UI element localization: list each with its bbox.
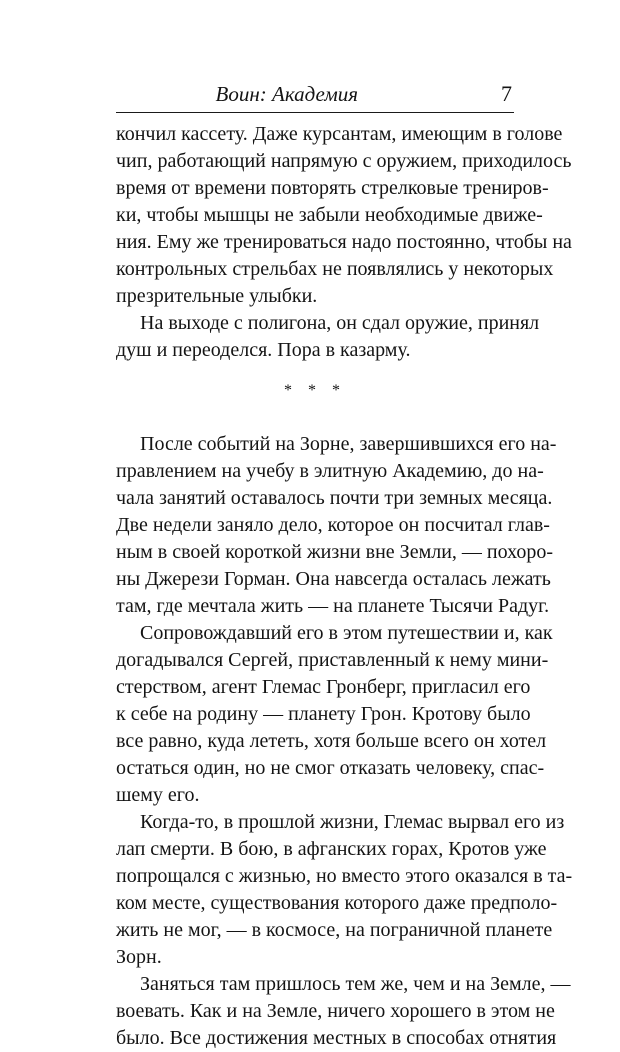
text-line: ным в своей короткой жизни вне Земли, — похоро- [116,541,554,563]
text-line: душ и переоделся. Пора в казарму. [116,339,411,361]
running-header [116,76,514,113]
text-line: ком месте, существования которого даже предполо- [116,892,558,914]
text-line: презрительные улыбки. [116,285,318,307]
page-number: 7 [501,81,512,106]
text-line: шему его. [116,784,200,806]
text-line: жить не мог, — в космосе, на пограничной планете [116,919,553,941]
section-gap [116,418,514,431]
text-line: После событий на Зорне, завершившихся его на- [140,433,557,455]
text-line: Когда-то, в прошлой жизни, Глемас вырвал его из [140,811,565,833]
text-line: было. Все достижения местных в способах отнятия [116,1027,557,1049]
text-line: правлением на учебу в элитную Академию, до на- [116,460,544,482]
text-line: чала занятий оставалось почти три земных месяца. [116,487,553,509]
text-line: Зорн. [116,946,162,968]
text-line: Сопровождавший его в этом путешествии и, как [140,622,553,644]
text-line: к себе на родину — планету Грон. Кротову было [116,703,531,725]
text-line: догадывался Сергей, приставленный к нему мини- [116,649,549,671]
text-line: стерством, агент Глемас Гронберг, пригласил его [116,676,531,698]
body-text [116,121,573,1052]
text-line: воевать. Как и на Земле, ничего хорошего в этом не [116,1000,555,1022]
text-line: Заняться там пришлось тем же, чем и на Земле, — [140,973,571,995]
text-line: время от времени повторять стрелковые трениров- [116,177,549,199]
text-line: остаться один, но не смог отказать человеку, спас- [116,757,545,779]
text-line: все равно, куда лететь, хотя больше всего он хотел [116,730,547,752]
text-line: лап смерти. В бою, в афганских горах, Кротов уже [116,838,547,860]
text-line: там, где мечтала жить — на планете Тысячи Радуг. [116,595,550,617]
text-line: На выходе с полигона, он сдал оружие, принял [140,312,540,334]
text-line: ки, чтобы мышцы не забыли необходимые движе- [116,204,543,226]
text-line: Две недели заняло дело, которое он посчитал глав- [116,514,550,536]
text-line: ния. Ему же тренироваться надо постоянно, чтобы на [116,231,572,253]
running-title: Воин: Академия [215,82,358,106]
text-line: попрощался с жизнью, но вместо этого оказался в та- [116,865,573,887]
section-break: * * * [284,382,346,399]
text-line: чип, работающий напрямую с оружием, приходилось [116,150,572,172]
text-line: ны Джерези Горман. Она навсегда осталась лежать [116,568,551,590]
text-line: контрольных стрельбах не появлялись у некоторых [116,258,554,280]
text-line: кончил кассету. Даже курсантам, имеющим в голове [116,123,563,145]
